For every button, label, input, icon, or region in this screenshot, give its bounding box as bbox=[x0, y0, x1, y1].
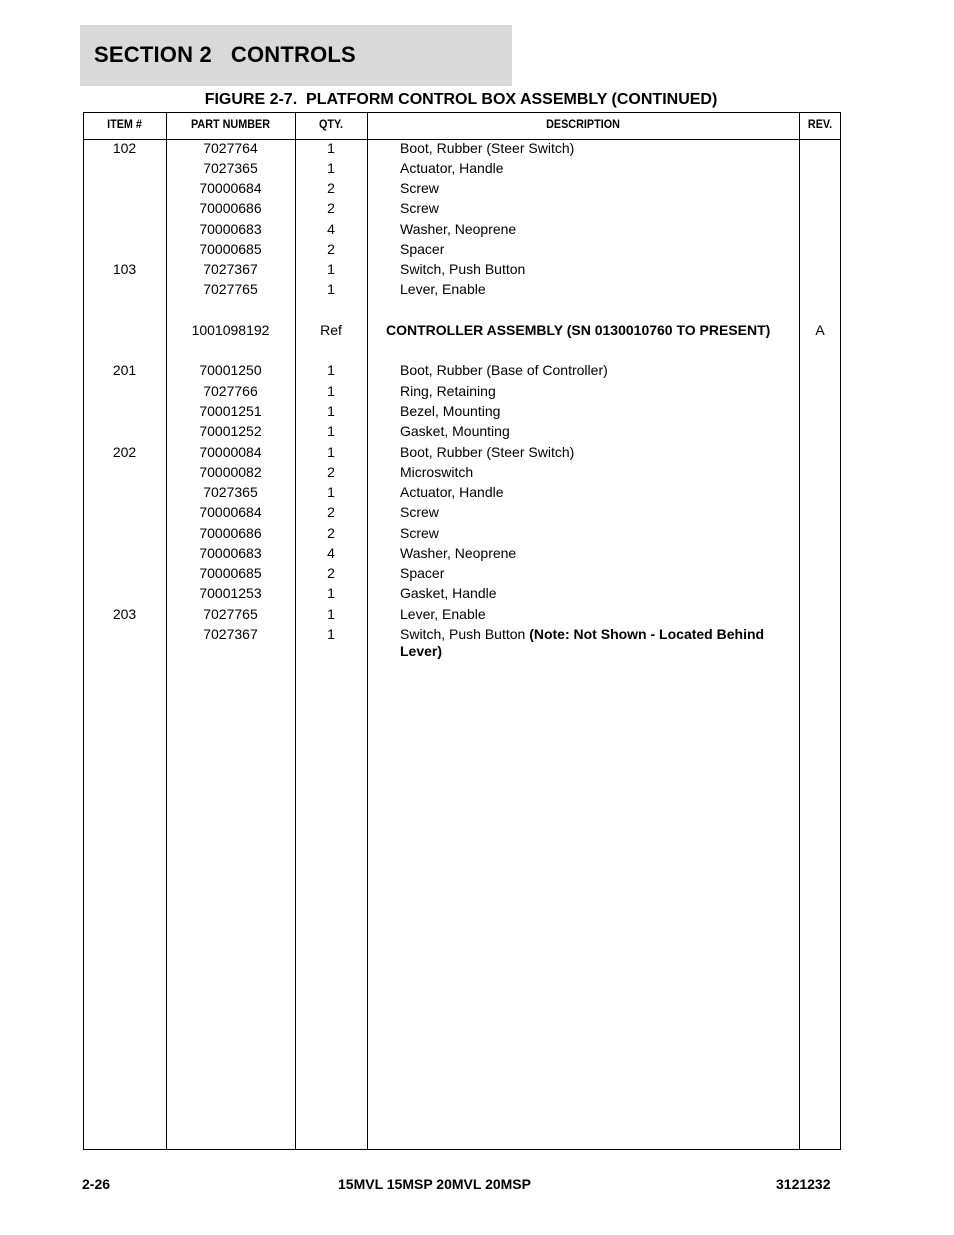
item-number: 102 bbox=[112, 140, 137, 156]
description: Washer, Neoprene bbox=[400, 221, 517, 237]
quantity: 1 bbox=[327, 423, 335, 439]
part-number: 7027365 bbox=[203, 160, 258, 176]
table-row bbox=[0, 241, 954, 261]
item-number: 202 bbox=[112, 444, 137, 460]
header-rev: REV. bbox=[807, 117, 833, 131]
quantity: 2 bbox=[327, 464, 335, 480]
description: Screw bbox=[400, 504, 439, 520]
table-row bbox=[0, 606, 954, 626]
table-row bbox=[0, 565, 954, 585]
description: Washer, Neoprene bbox=[400, 545, 517, 561]
quantity: 2 bbox=[327, 180, 335, 196]
header-description: DESCRIPTION bbox=[546, 117, 620, 131]
table-row bbox=[0, 281, 954, 301]
quantity: 2 bbox=[327, 565, 335, 581]
table-row bbox=[0, 160, 954, 180]
quantity: 1 bbox=[327, 362, 335, 378]
section-banner bbox=[80, 25, 512, 86]
part-number: 70000684 bbox=[199, 180, 262, 196]
quantity: 1 bbox=[327, 383, 335, 399]
table-row bbox=[0, 200, 954, 220]
quantity: 4 bbox=[327, 545, 335, 561]
quantity: 1 bbox=[327, 626, 335, 642]
part-number: 70000686 bbox=[199, 525, 262, 541]
description: Actuator, Handle bbox=[400, 160, 504, 176]
table-row bbox=[0, 180, 954, 200]
model-list: 15MVL 15MSP 20MVL 20MSP bbox=[338, 1176, 531, 1192]
part-number: 70000686 bbox=[199, 200, 262, 216]
header-part-number: PART NUMBER bbox=[190, 117, 271, 131]
note-text: (Note: Not Shown - Located Behind Lever) bbox=[400, 626, 765, 659]
quantity: 1 bbox=[327, 484, 335, 500]
assembly-description: CONTROLLER ASSEMBLY (SN 0130010760 TO PRESENT) bbox=[386, 322, 771, 338]
description: Gasket, Mounting bbox=[400, 423, 510, 439]
part-number: 70000683 bbox=[199, 221, 262, 237]
part-number: 70000684 bbox=[199, 504, 262, 520]
table-row bbox=[0, 585, 954, 605]
quantity: 2 bbox=[327, 241, 335, 257]
description: Lever, Enable bbox=[400, 281, 486, 297]
table-row bbox=[0, 525, 954, 545]
description: Screw bbox=[400, 180, 439, 196]
table-row bbox=[0, 403, 954, 423]
part-number: 7027367 bbox=[203, 626, 258, 642]
table-row-assembly bbox=[0, 322, 954, 342]
quantity: 2 bbox=[327, 200, 335, 216]
table-row bbox=[0, 626, 954, 666]
part-number: 70000683 bbox=[199, 545, 262, 561]
part-number: 70000685 bbox=[199, 565, 262, 581]
description: Lever, Enable bbox=[400, 606, 486, 622]
quantity: 1 bbox=[327, 606, 335, 622]
quantity: 1 bbox=[327, 261, 335, 277]
part-number: 1001098192 bbox=[191, 322, 270, 338]
page-number: 2-26 bbox=[82, 1176, 111, 1192]
header-item: ITEM # bbox=[107, 117, 142, 131]
table-row bbox=[0, 464, 954, 484]
table-row bbox=[0, 423, 954, 443]
part-number: 7027765 bbox=[203, 281, 258, 297]
table-row bbox=[0, 444, 954, 464]
item-number: 201 bbox=[112, 362, 137, 378]
part-number: 7027766 bbox=[203, 383, 258, 399]
description: Boot, Rubber (Steer Switch) bbox=[400, 444, 575, 460]
document-number: 3121232 bbox=[776, 1176, 831, 1192]
quantity: 1 bbox=[327, 585, 335, 601]
table-row bbox=[0, 140, 954, 160]
description: Ring, Retaining bbox=[400, 383, 496, 399]
part-number: 70001251 bbox=[199, 403, 262, 419]
table-row bbox=[0, 383, 954, 403]
table-row bbox=[0, 504, 954, 524]
table-row bbox=[0, 362, 954, 382]
revision: A bbox=[815, 322, 825, 338]
description: Spacer bbox=[400, 565, 445, 581]
part-number: 7027367 bbox=[203, 261, 258, 277]
item-number: 103 bbox=[112, 261, 137, 277]
description: Spacer bbox=[400, 241, 445, 257]
description: Bezel, Mounting bbox=[400, 403, 501, 419]
part-number: 70000082 bbox=[199, 464, 262, 480]
description: Switch, Push Button bbox=[400, 626, 526, 642]
table-row bbox=[0, 545, 954, 565]
description: Switch, Push Button bbox=[400, 261, 526, 277]
part-number: 70001252 bbox=[199, 423, 262, 439]
quantity: 1 bbox=[327, 281, 335, 297]
part-number: 70000084 bbox=[199, 444, 262, 460]
table-row bbox=[0, 261, 954, 281]
item-number: 203 bbox=[112, 606, 137, 622]
section-title: SECTION 2 CONTROLS bbox=[94, 42, 356, 67]
description: Screw bbox=[400, 525, 439, 541]
table-row bbox=[0, 484, 954, 504]
table-row bbox=[0, 221, 954, 241]
quantity: Ref bbox=[320, 322, 342, 338]
part-number: 70000685 bbox=[199, 241, 262, 257]
header-qty: QTY. bbox=[318, 117, 343, 131]
quantity: 4 bbox=[327, 221, 335, 237]
part-number: 7027764 bbox=[203, 140, 258, 156]
quantity: 1 bbox=[327, 444, 335, 460]
description-with-note bbox=[400, 626, 780, 660]
quantity: 1 bbox=[327, 140, 335, 156]
description: Screw bbox=[400, 200, 439, 216]
figure-title: FIGURE 2-7. PLATFORM CONTROL BOX ASSEMBLY (CONTINUED) bbox=[204, 91, 718, 108]
quantity: 1 bbox=[327, 403, 335, 419]
description: Microswitch bbox=[400, 464, 474, 480]
quantity: 1 bbox=[327, 160, 335, 176]
description: Gasket, Handle bbox=[400, 585, 497, 601]
part-number: 70001250 bbox=[199, 362, 262, 378]
description: Boot, Rubber (Steer Switch) bbox=[400, 140, 575, 156]
part-number: 7027365 bbox=[203, 484, 258, 500]
description: Actuator, Handle bbox=[400, 484, 504, 500]
description: Boot, Rubber (Base of Controller) bbox=[400, 362, 608, 378]
part-number: 7027765 bbox=[203, 606, 258, 622]
part-number: 70001253 bbox=[199, 585, 262, 601]
quantity: 2 bbox=[327, 525, 335, 541]
quantity: 2 bbox=[327, 504, 335, 520]
